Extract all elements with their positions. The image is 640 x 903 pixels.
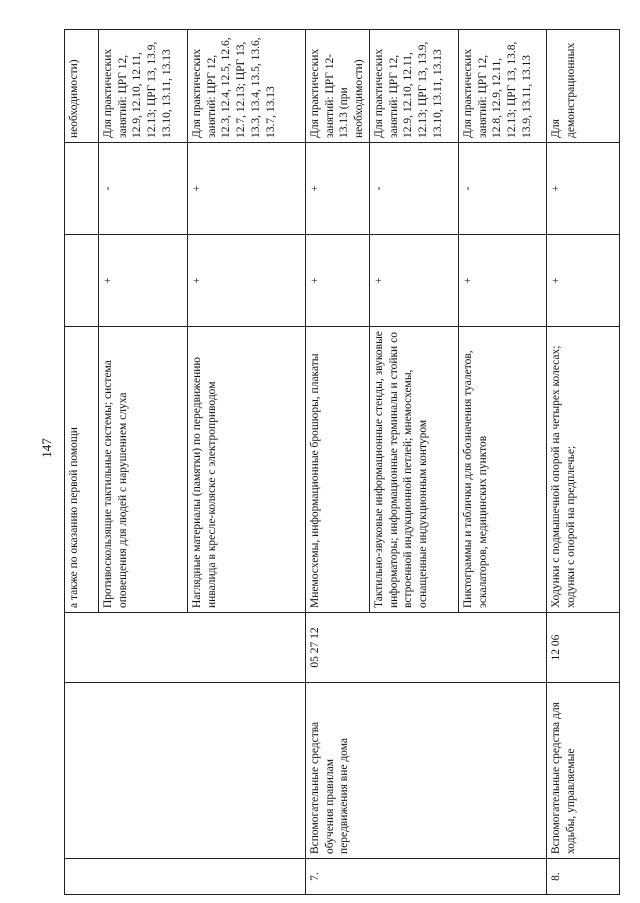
mark-b: + bbox=[546, 143, 619, 235]
usage-note: Для практических занятий: ЦРГ 12, 12.3, 12.4, 12.5, 12.6, 12.7, 12.13; ЦРГ 13, 13.3, 13.4, 13.5, 13.6, 13.7, 13.13 bbox=[188, 30, 306, 143]
classification-code: 05 27 12 bbox=[306, 613, 547, 683]
usage-note: Для практических занятий: ЦРГ 12-13.13 (при необходимости) bbox=[306, 30, 370, 143]
table-row bbox=[546, 30, 619, 895]
item-description: Наглядные материалы (памятки) по передвижению инвалида в кресле-коляске с электроприводом bbox=[188, 327, 306, 613]
page-number: 147 bbox=[39, 438, 54, 458]
table-row bbox=[65, 30, 99, 895]
mark-a: + bbox=[306, 235, 370, 327]
item-description: Пиктограммы и таблички для обозначения туалетов, эскалаторов, медицинских пунктов bbox=[458, 327, 546, 613]
item-description: Тактильно-звуковые информационные стенды, звуковые информаторы; информационные терминалы и стойки со встроенной индукционной петлей; мнемосхемы, оснащенные индукционным контуром bbox=[369, 327, 458, 613]
mark-a bbox=[65, 235, 99, 327]
item-description: Мнемосхемы, информационные брошюры, плакаты bbox=[306, 327, 370, 613]
usage-note: Для практических занятий: ЦРГ 12, 12.9, 12.10, 12.11, 12.13; ЦРГ 13, 13.9, 13.10, 13.11, 13.13 bbox=[99, 30, 188, 143]
item-description: а также по оказанию первой помощи bbox=[65, 327, 99, 613]
usage-note: Для практических занятий: ЦРГ 12, 12.8, 12.9, 12.11, 12.13; ЦРГ 13, 13.8, 13.9, 13.11, 13.13 bbox=[458, 30, 546, 143]
mark-b: + bbox=[188, 143, 306, 235]
row-number: 8. bbox=[546, 859, 619, 895]
mark-a: + bbox=[99, 235, 188, 327]
rotated-page-content bbox=[64, 30, 613, 895]
mark-a: + bbox=[546, 235, 619, 327]
mark-a: + bbox=[188, 235, 306, 327]
mark-b: - bbox=[369, 143, 458, 235]
aid-name bbox=[65, 683, 306, 859]
equipment-table bbox=[64, 29, 620, 895]
usage-note: Для демонстрационных bbox=[546, 30, 619, 143]
classification-code bbox=[65, 613, 306, 683]
classification-code: 12 06 bbox=[546, 613, 619, 683]
usage-note: Для практических занятий: ЦРГ 12, 12.9, 12.10, 12.11, 12.13; ЦРГ 13, 13.9, 13.10, 13.11, 13.13 bbox=[369, 30, 458, 143]
aid-name: Вспомогательные средства для ходьбы, управляемые bbox=[546, 683, 619, 859]
row-number: 7. bbox=[306, 859, 547, 895]
row-number bbox=[65, 859, 306, 895]
mark-b bbox=[65, 143, 99, 235]
item-description: Ходунки с подмышечной опорой на четырех колесах; ходунки с опорой на предплечье; bbox=[546, 327, 619, 613]
mark-b: + bbox=[306, 143, 370, 235]
mark-b: - bbox=[99, 143, 188, 235]
mark-a: + bbox=[458, 235, 546, 327]
aid-name: Вспомогательные средства обучения правилам передвижения вне дома bbox=[306, 683, 547, 859]
usage-note: необходимости) bbox=[65, 30, 99, 143]
mark-a: + bbox=[369, 235, 458, 327]
mark-b: - bbox=[458, 143, 546, 235]
table-row bbox=[306, 30, 370, 895]
equipment-table-container bbox=[64, 30, 613, 895]
item-description: Противоскользящие тактильные системы; система оповещения для людей с нарушением слуха bbox=[99, 327, 188, 613]
